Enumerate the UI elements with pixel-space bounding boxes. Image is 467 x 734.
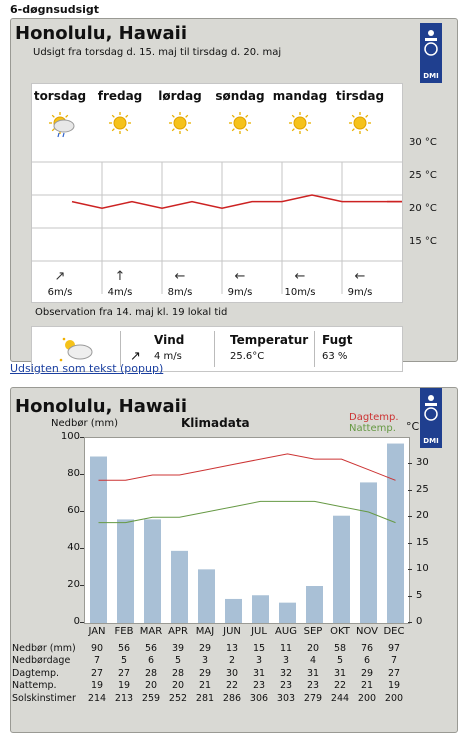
left-tick: 20	[67, 579, 80, 590]
table-cell: 11	[279, 643, 293, 654]
temp-label-30: 30 °C	[409, 137, 437, 148]
precip-bar-aug	[279, 603, 296, 623]
table-cell: 6	[147, 655, 155, 667]
precip-bar-nov	[360, 482, 377, 623]
right-tick-mark	[408, 463, 412, 464]
left-tick: 80	[67, 468, 80, 479]
table-cell: 22	[225, 680, 239, 692]
wind-arrow-icon: ↗	[54, 269, 66, 284]
precip-bar-dec	[387, 444, 404, 623]
table-cell: 23	[306, 680, 320, 692]
wind-speed-0: 6m/s	[47, 287, 73, 298]
right-tick: 30	[416, 457, 429, 469]
table-cell: 28	[171, 667, 185, 679]
table-cell: 19	[117, 680, 131, 692]
sun-icon	[165, 110, 195, 140]
right-tick-mark	[408, 543, 412, 544]
legend-day: Dagtemp.	[349, 412, 399, 423]
table-cell: 97	[387, 643, 401, 654]
precip-bar-jul	[252, 595, 269, 623]
precip-bar-feb	[117, 519, 134, 623]
dmi-logo[interactable]	[420, 23, 442, 83]
table-cell: 5	[336, 655, 344, 667]
table-cell: 281	[195, 692, 215, 704]
right-tick: 15	[416, 536, 429, 548]
table-cell: 3	[255, 655, 263, 667]
climate-city: Honolulu, Hawaii	[15, 396, 188, 417]
sun-icon	[285, 110, 315, 140]
wind-speed-3: 9m/s	[227, 287, 253, 298]
left-tick-mark	[80, 548, 84, 549]
month-label: MAR	[139, 626, 163, 637]
table-cell: 76	[360, 643, 374, 654]
table-cell: 27	[90, 667, 104, 679]
table-cell: 31	[333, 667, 347, 679]
precip-bar-okt	[333, 516, 350, 623]
humidity-value: 63 %	[322, 351, 348, 362]
left-tick-mark	[80, 437, 84, 438]
month-label: AUG	[275, 626, 297, 637]
dmi-label: DMI	[423, 72, 439, 80]
sun-icon	[345, 110, 375, 140]
sun-cloud-night-icon	[56, 335, 96, 365]
day-label-1: fredag	[97, 89, 143, 103]
table-cell: 244	[330, 692, 350, 704]
crown-icon	[420, 23, 442, 63]
day-temp-line	[99, 454, 396, 480]
day-label-5: tirsdag	[335, 89, 385, 103]
day-label-4: mandag	[272, 89, 328, 103]
left-tick-mark	[80, 622, 84, 623]
table-cell: 19	[90, 680, 104, 692]
table-cell: 7	[390, 655, 398, 667]
table-cell: 214	[87, 692, 107, 704]
wind-speed-4: 10m/s	[284, 287, 316, 298]
right-tick: 25	[416, 483, 429, 495]
night-temp-line	[99, 501, 396, 522]
month-label: SEP	[303, 626, 323, 637]
month-label: FEB	[114, 626, 134, 637]
dmi-logo-climate[interactable]	[420, 388, 442, 448]
day-label-2: lørdag	[158, 89, 202, 103]
table-cell: 259	[141, 692, 161, 704]
table-cell: 213	[114, 692, 134, 704]
table-cell: 19	[387, 680, 401, 692]
temp-value: 25.6°C	[230, 351, 265, 362]
sun-icon	[105, 110, 135, 140]
table-cell: 5	[120, 655, 128, 667]
right-tick: 10	[416, 563, 429, 575]
forecast-city: Honolulu, Hawaii	[15, 23, 188, 44]
table-cell: 31	[252, 667, 266, 679]
wind-label: Vind	[154, 333, 185, 347]
wind-speed-2: 8m/s	[167, 287, 193, 298]
table-cell: 31	[306, 667, 320, 679]
left-tick-mark	[80, 474, 84, 475]
left-tick: 40	[67, 542, 80, 553]
right-tick-mark	[408, 490, 412, 491]
table-cell: 58	[333, 643, 347, 654]
table-row-label: Dagtemp.	[12, 667, 60, 679]
table-cell: 4	[309, 655, 317, 667]
forecast-text-popup-link[interactable]: Udsigten som tekst (popup)	[10, 362, 164, 375]
wind-arrow-icon: ←	[234, 269, 246, 284]
wind-speed-1: 4m/s	[107, 287, 133, 298]
table-row-label: Nedbør (mm)	[12, 643, 76, 654]
table-cell: 20	[306, 643, 320, 654]
table-cell: 3	[282, 655, 290, 667]
forecast-grid	[31, 83, 403, 303]
table-cell: 20	[171, 680, 185, 692]
table-cell: 23	[252, 680, 266, 692]
wind-arrow-icon: ←	[294, 269, 306, 284]
left-tick: 100	[60, 431, 80, 442]
month-label: APR	[168, 626, 188, 637]
table-cell: 28	[144, 667, 158, 679]
table-cell: 303	[276, 692, 296, 704]
table-cell: 29	[198, 643, 212, 654]
month-label: JUN	[223, 626, 241, 637]
table-cell: 200	[384, 692, 404, 704]
table-cell: 32	[279, 667, 293, 679]
right-tick: 0	[416, 616, 423, 627]
wind-arrow-icon: ←	[354, 269, 366, 284]
chart-title: Klimadata	[181, 416, 250, 430]
table-cell: 39	[171, 643, 185, 654]
table-cell: 2	[228, 655, 236, 667]
table-cell: 279	[303, 692, 323, 704]
observation-text: Observation fra 14. maj kl. 19 lokal tid	[35, 307, 228, 318]
table-cell: 56	[144, 643, 158, 654]
left-tick: 0	[73, 616, 80, 627]
month-label: OKT	[330, 626, 350, 637]
table-cell: 90	[90, 643, 104, 654]
table-cell: 3	[201, 655, 209, 667]
precip-bar-sep	[306, 586, 323, 623]
temp-label: Temperatur	[230, 333, 309, 347]
table-row-label: Nattemp.	[12, 680, 57, 692]
table-cell: 5	[174, 655, 182, 667]
humidity-label: Fugt	[322, 333, 353, 347]
right-tick-mark	[408, 516, 412, 517]
table-cell: 23	[279, 680, 293, 692]
month-label: DEC	[383, 626, 405, 637]
month-label: JAN	[88, 626, 106, 637]
table-cell: 21	[198, 680, 212, 692]
month-label: MAJ	[195, 626, 215, 637]
left-tick-mark	[80, 511, 84, 512]
table-cell: 6	[363, 655, 371, 667]
wind-value: 4 m/s	[154, 351, 182, 362]
table-cell: 306	[249, 692, 269, 704]
right-tick-mark	[408, 622, 412, 623]
left-tick: 60	[67, 505, 80, 516]
table-cell: 13	[225, 643, 239, 654]
forecast-subtitle: Udsigt fra torsdag d. 15. maj til tirsdag d. 20. maj	[33, 47, 282, 58]
right-axis-unit: °C	[406, 420, 420, 433]
precip-bar-maj	[198, 569, 215, 623]
right-tick: 20	[416, 510, 429, 522]
precip-bar-mar	[144, 519, 161, 623]
right-tick-mark	[408, 569, 412, 570]
table-row-label: Nedbørdage	[12, 655, 71, 667]
wind-dir-arrow-icon: ↗	[130, 349, 141, 364]
wind-arrow-icon: ↑	[114, 269, 126, 284]
left-tick-mark	[80, 585, 84, 586]
table-cell: 29	[198, 667, 212, 679]
table-cell: 20	[144, 680, 158, 692]
crown-icon	[420, 388, 442, 428]
climate-chart-frame	[84, 437, 410, 624]
sun-icon	[225, 110, 255, 140]
table-cell: 29	[360, 667, 374, 679]
forecast-panel	[10, 18, 458, 362]
section-title: 6-døgnsudsigt	[10, 3, 100, 16]
table-cell: 7	[93, 655, 101, 667]
wind-speed-5: 9m/s	[347, 287, 373, 298]
table-cell: 30	[225, 667, 239, 679]
month-label: NOV	[355, 626, 379, 637]
table-cell: 21	[360, 680, 374, 692]
dmi-label-climate: DMI	[423, 437, 439, 445]
table-cell: 15	[252, 643, 266, 654]
forecast-temp-line	[72, 195, 402, 208]
climate-chart	[85, 438, 409, 623]
month-label: JUL	[251, 626, 267, 637]
right-tick: 5	[416, 589, 423, 601]
table-cell: 27	[117, 667, 131, 679]
table-cell: 252	[168, 692, 188, 704]
sun-cloud-rain-icon	[45, 110, 75, 140]
right-tick-mark	[408, 596, 412, 597]
temp-label-25: 25 °C	[409, 170, 437, 181]
precip-bar-jun	[225, 599, 242, 623]
table-cell: 27	[387, 667, 401, 679]
precip-bar-jan	[90, 457, 107, 624]
precip-bar-apr	[171, 551, 188, 623]
temp-label-20: 20 °C	[409, 203, 437, 214]
day-label-0: torsdag	[33, 89, 87, 103]
wind-arrow-icon: ←	[174, 269, 186, 284]
table-cell: 22	[333, 680, 347, 692]
temp-label-15: 15 °C	[409, 236, 437, 247]
day-label-3: søndag	[215, 89, 265, 103]
left-axis-label: Nedbør (mm)	[51, 418, 119, 429]
table-cell: 200	[357, 692, 377, 704]
legend-night: Nattemp.	[349, 423, 396, 434]
table-cell: 286	[222, 692, 242, 704]
table-cell: 56	[117, 643, 131, 654]
table-row-label: Solskinstimer	[12, 692, 76, 704]
